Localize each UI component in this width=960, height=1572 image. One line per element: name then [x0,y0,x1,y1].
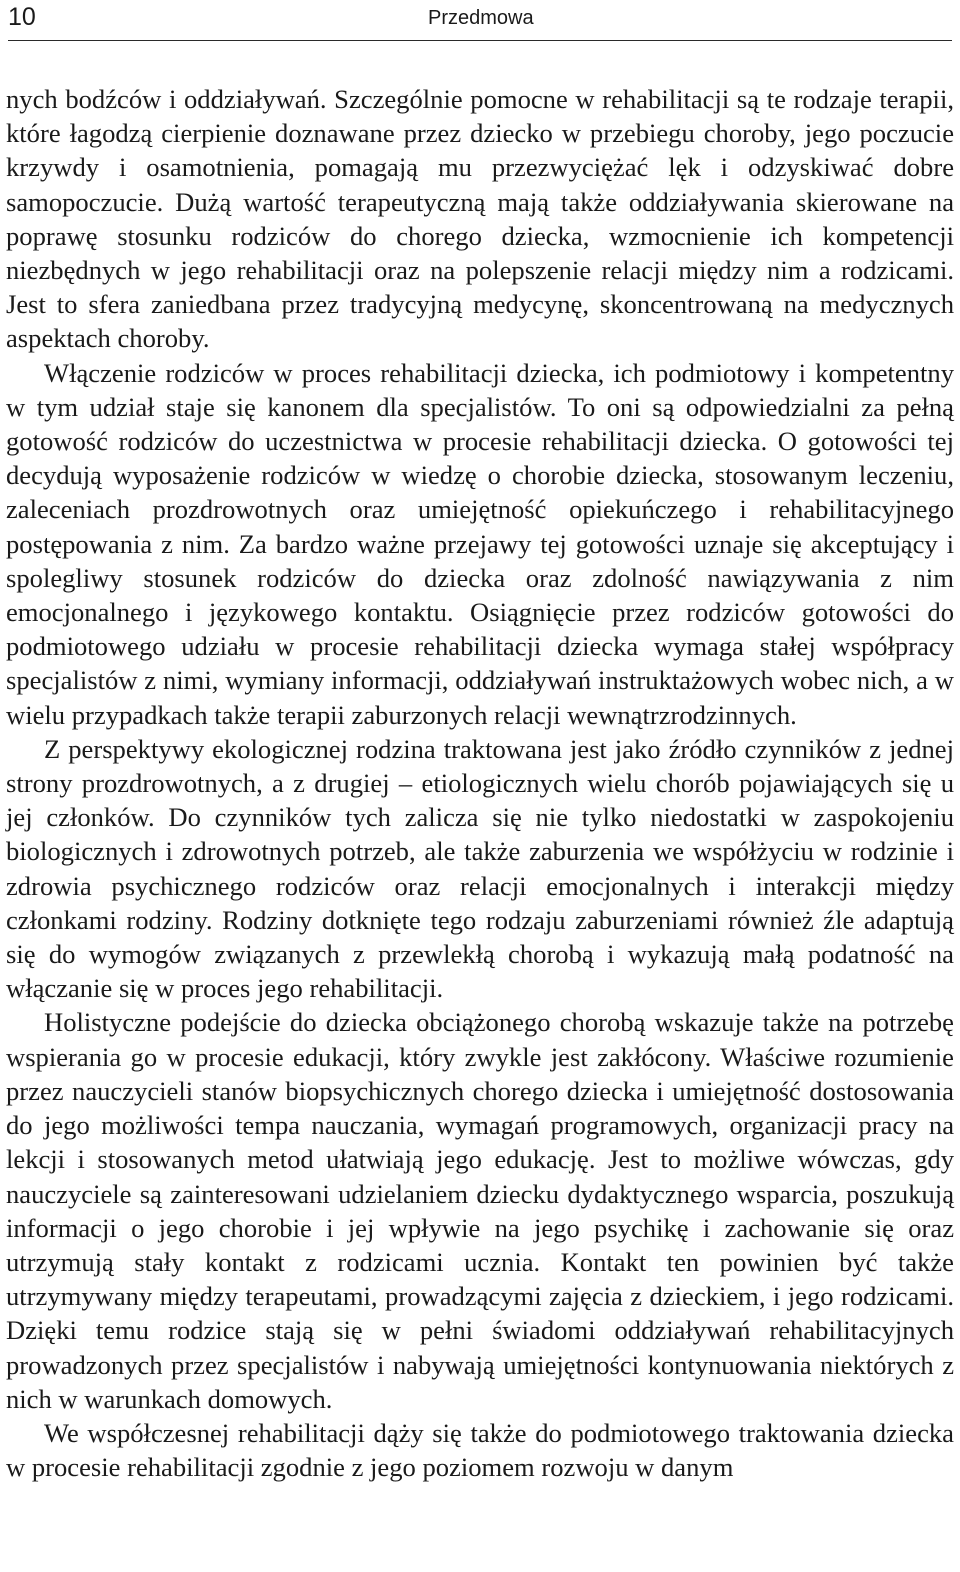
paragraph-1: nych bodźców i oddziaływań. Szczególnie pomocne w rehabilitacji są te rodzaje terapii, które łagodzą cierpienie doznawane przez dziecko w przebiegu choroby, jego poczucie krzywdy i osamotnienia, pomagają mu przezwyciężać lęk i odzyskiwać dobre samopoczucie. Dużą wartość terapeutyczną mają także oddziaływania skierowane na poprawę stosunku rodziców do chorego dziecka, wzmocnienie ich kompetencji niezbędnych w jego rehabilitacji oraz na polepszenie relacji między nim a rodzicami. Jest to sfera zaniedbana przez tradycyjną medycynę, skoncentrowaną na medycznych aspektach choroby. [6,84,954,354]
page-header [8,0,952,41]
body-text [6,82,954,1484]
running-head: Przedmowa [428,7,534,29]
paragraph-5: We współczesnej rehabilitacji dąży się także do podmiotowego traktowania dziecka w procesie rehabilitacji zgodnie z jego poziomem rozwoju w danym [6,1417,954,1483]
paragraph-3: Z perspektywy ekologicznej rodzina traktowana jest jako źródło czynników z jednej strony prozdrowotnych, a z drugiej – etiologicznych wielu chorób pojawiających się u jej członków. Do czynników tych zalicza się nie tylko niedostatki w zaspokojeniu biologicznych i zdrowotnych potrzeb, ale także zaburzenia we współżyciu w rodzinie i zdrowia psychicznego rodziców oraz relacji emocjonalnych i interakcji między członkami rodziny. Rodziny dotknięte tego rodzaju zaburzeniami również źle adaptują się do wymogów związanych z przewlekłą chorobą i wykazują małą podatność na włączanie się w proces jego rehabilitacji. [6,733,954,1004]
paragraph-4: Holistyczne podejście do dziecka obciążonego chorobą wskazuje także na potrzebę wspierania go w procesie edukacji, który zwykle jest zakłócony. Właściwe rozumienie przez nauczycieli stanów biopsychicznych chorego dziecka i umiejętność dostosowania do jego możliwości tempa nauczania, wymagań programowych, organizacji pracy na lekcji i stosowanych metod ułatwiają jego edukację. Jest to możliwe wówczas, gdy nauczyciele są zainteresowani udzielaniem dziecku dydaktycznego wsparcia, poszukują informacji o jego chorobie i jej wpływie na jego psychikę i zachowanie się oraz utrzymują stały kontakt z rodzicami ucznia. Kontakt ten powinien być także utrzymywany między terapeutami, prowadzącymi zajęcia z dzieckiem, i jego rodzicami. Dzięki temu rodzice stają się w pełni świadomi oddziaływań rehabilitacyjnych prowadzonych przez specjalistów i nabywają umiejętności kontynuowania niektórych z nich w warunkach domowych. [6,1007,954,1414]
paragraph-2: Włączenie rodziców w proces rehabilitacji dziecka, ich podmiotowy i kompetentny w tym udział staje się kanonem dla specjalistów. To oni są odpowiedzialni za pełną gotowość rodziców do uczestnictwa w procesie rehabilitacji dziecka. O gotowości tej decydują wyposażenie rodziców w wiedzę o chorobie dziecka, stosowanym leczeniu, zaleceniach prozdrowotnych oraz umiejętność opiekuńczego i rehabilitacyjnego postępowania z nim. Za bardzo ważne przejawy tej gotowości uznaje się akceptujący i spolegliwy stosunek rodziców do dziecka oraz zdolność nawiązywania z nim emocjonalnego i językowego kontaktu. Osiągnięcie przez rodziców gotowości do podmiotowego udziału w procesie rehabilitacji dziecka wymaga stałej współpracy specjalistów z nimi, wymiany informacji, oddziaływań instruktażowych wobec nich, a w wielu przypadkach także terapii zaburzonych relacji wewnątrzrodzinnych. [6,357,954,730]
page-number: 10 [8,3,36,31]
